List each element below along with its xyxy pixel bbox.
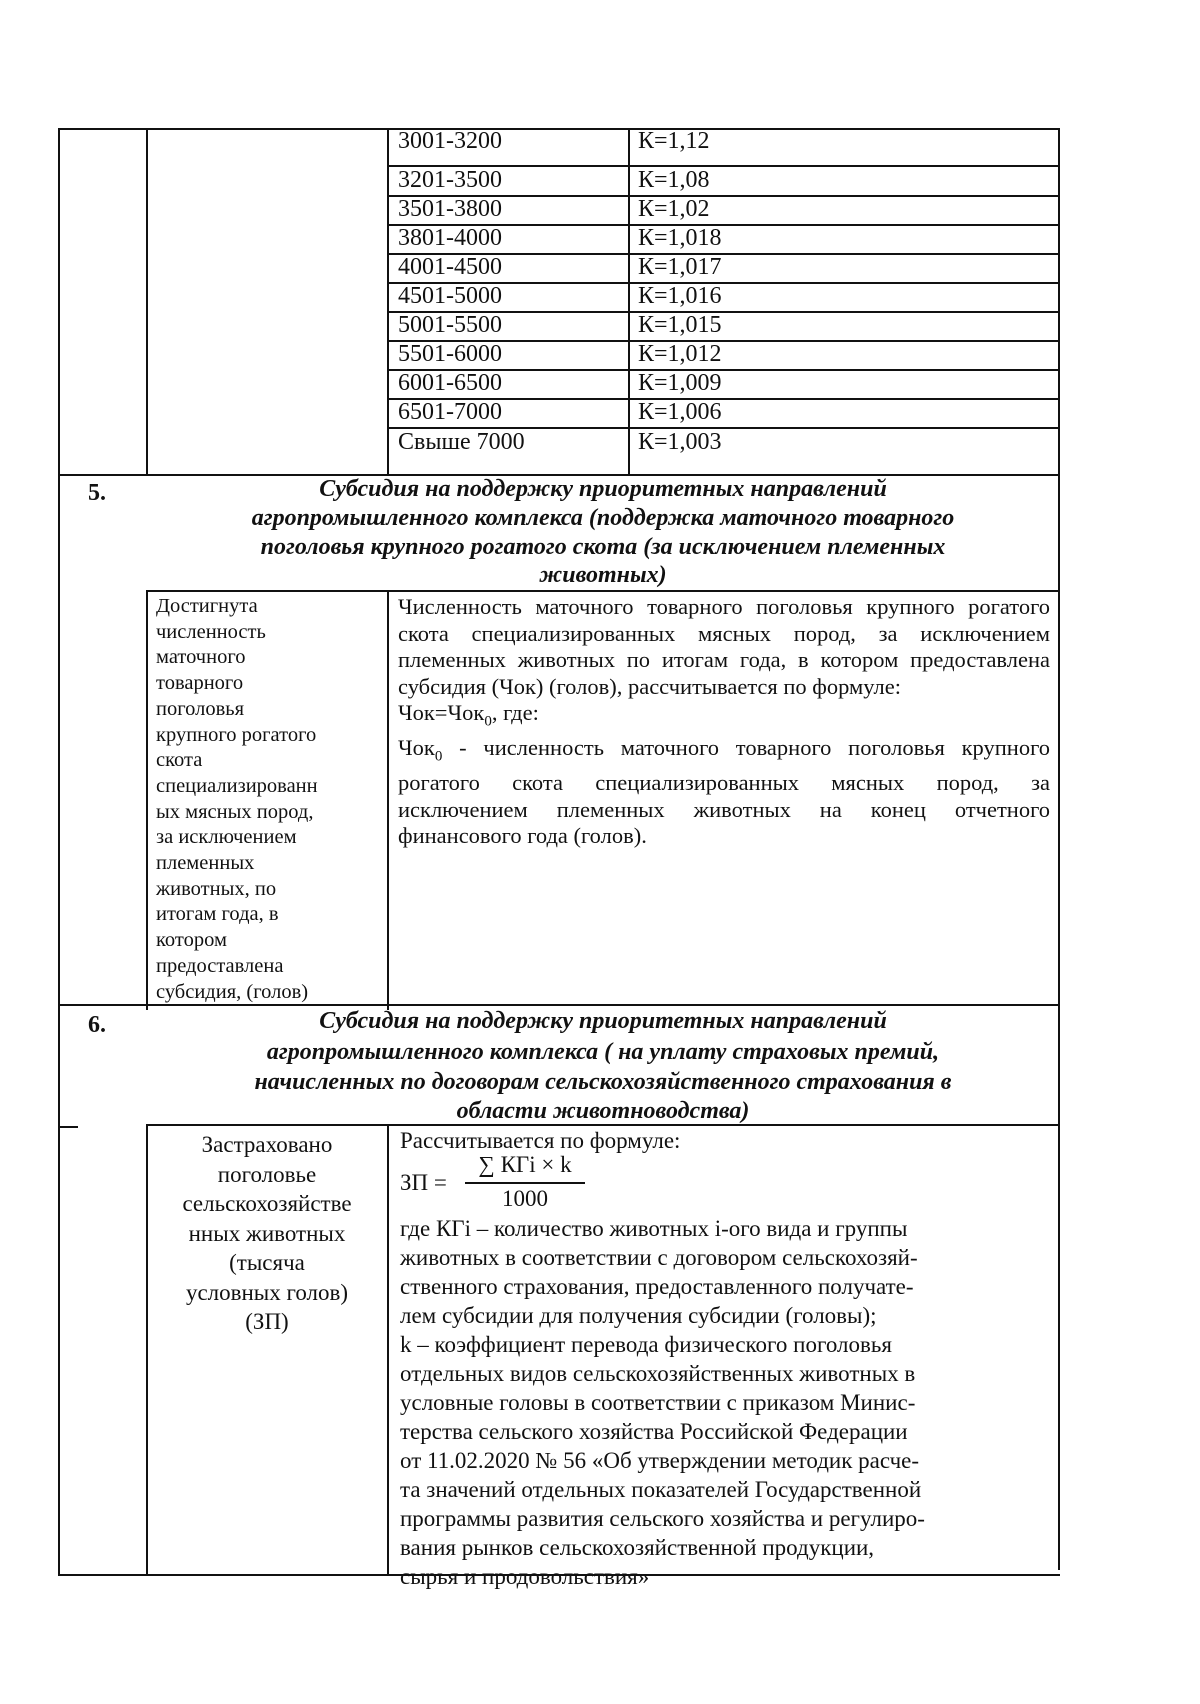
indicator-line: племенных [156,852,255,875]
k-cell: К=1,009 [638,370,722,396]
range-cell: 4501-5000 [398,283,502,309]
indicator-line: котором [156,929,227,952]
indicator-line: нных животных [188,1220,346,1246]
range-cell: Свыше 7000 [398,429,525,455]
indicator-line: поголовье [217,1161,317,1187]
indicator-cell [148,1130,386,1337]
section-number: 6. [88,1012,106,1038]
section-title-line: агропромышленного комплекса ( на уплату страховых премий, [266,1039,940,1065]
indicator-line: сельскохозяйстве [182,1191,352,1216]
formula-sub: 0 [484,713,492,730]
section-title-line: поголовья крупного рогатого скота (за исключением племенных [260,534,946,560]
description-line: программы развития сельского хозяйства и регулиро- [400,1506,925,1531]
description-line: ственного страхования, предоставленного получате- [400,1274,914,1299]
k-cell: К=1,017 [638,254,722,280]
fraction-bar [465,1182,585,1184]
description-line: вания рынков сельскохозяйственной продукции, [400,1535,875,1560]
formula [398,700,1050,735]
description-line: условные головы в соответствии с приказом Минис- [400,1390,916,1415]
description-line: животных в соответствии с договором сельскохозяй- [400,1245,918,1270]
description-line: лем субсидии для получения субсидии (головы); [400,1303,877,1328]
k-cell: К=1,006 [638,399,722,425]
indicator-line: Достигнута [156,595,258,617]
indicator-line: (ЗП) [245,1309,289,1334]
k-cell: К=1,016 [638,283,722,309]
range-cell: 3801-4000 [398,225,502,251]
section-title-line: животных) [539,562,667,588]
k-cell: К=1,02 [638,196,710,222]
indicator-line: маточного [156,646,246,669]
indicator-line: специализированн [156,774,318,797]
indicator-cell [156,594,384,1005]
range-cell: 5501-6000 [398,341,502,367]
formula-main: Чок=Чок [398,700,485,725]
range-cell: 4001-4500 [398,254,502,280]
calc-intro: Рассчитывается по формуле: [400,1128,681,1153]
section-title-line: области животноводства) [456,1098,750,1124]
indicator-line: поголовья [156,697,245,720]
section-title-line: начисленных по договорам сельскохозяйственного страхования в [254,1069,952,1095]
term: Чок [398,735,435,760]
description-cell [400,1214,1056,1591]
section-title-line: Субсидия на поддержку приоритетных направлений [319,476,887,502]
k-cell: К=1,08 [638,167,710,193]
indicator-line: предоставлена [156,954,284,977]
formula-denominator: 1000 [502,1186,548,1211]
k-cell: К=1,012 [638,341,722,367]
description-paragraph [398,735,1050,850]
formula-tail: , где: [491,700,539,725]
section-number: 5. [88,480,106,506]
indicator-line: скота [156,749,203,772]
indicator-line: ых мясных пород, [156,800,314,823]
indicator-line: товарного [156,672,244,695]
indicator-line: крупного рогатого [156,723,317,746]
indicator-line: (тысяча [229,1250,305,1275]
k-cell: К=1,018 [638,225,722,251]
range-cell: 6501-7000 [398,399,502,425]
description-line: отдельных видов сельскохозяйственных животных в [400,1361,916,1386]
indicator-line: Застраховано [201,1132,333,1157]
term-sub: 0 [434,748,443,765]
range-cell: 6001-6500 [398,370,502,396]
term-definition: - численность маточного товарного поголовья крупного рогатого скота специализированных мясных пород, за исключением племенных животных на конец отчетного финансового года (голов). [398,735,1050,848]
range-cell: 5001-5500 [398,312,502,338]
k-cell: К=1,003 [638,429,722,455]
formula-lhs: ЗП = [400,1170,447,1195]
description-cell [398,594,1050,850]
indicator-line: животных, по [156,877,277,900]
indicator-line: за исключением [156,826,297,849]
k-cell: К=1,12 [638,128,710,154]
k-cell: К=1,015 [638,312,722,338]
indicator-line: численность [156,620,266,643]
indicator-line: субсидия, (голов) [156,980,309,1003]
description-line: терства сельского хозяйства Российской Федерации [400,1419,908,1444]
description-line: k – коэффициент перевода физического поголовья [400,1332,892,1357]
description-line: от 11.02.2020 № 56 «Об утверждении методик расче- [400,1448,920,1473]
indicator-line: условных голов) [185,1279,349,1305]
description-line: сырья и продовольствия» [400,1564,650,1589]
description-paragraph: Численность маточного товарного поголовья крупного рогатого скота специализированных мясных пород, за исключением племенных животных по итогам года, в котором предоставлена субсидия (Чок) (голов), рассчитывается по формуле: [398,594,1050,699]
range-cell: 3001-3200 [398,128,502,154]
section-title-line: агропромышленного комплекса (поддержка маточного товарного [251,505,955,531]
formula-numerator: ∑ КГi × k [478,1152,572,1177]
range-cell: 3501-3800 [398,196,502,222]
indicator-line: итогам года, в [156,903,279,926]
range-cell: 3201-3500 [398,167,502,193]
description-line: та значений отдельных показателей Государственной [400,1477,922,1502]
description-line: где КГi – количество животных i-ого вида и группы [400,1216,908,1241]
section-title-line: Субсидия на поддержку приоритетных направлений [319,1008,887,1034]
